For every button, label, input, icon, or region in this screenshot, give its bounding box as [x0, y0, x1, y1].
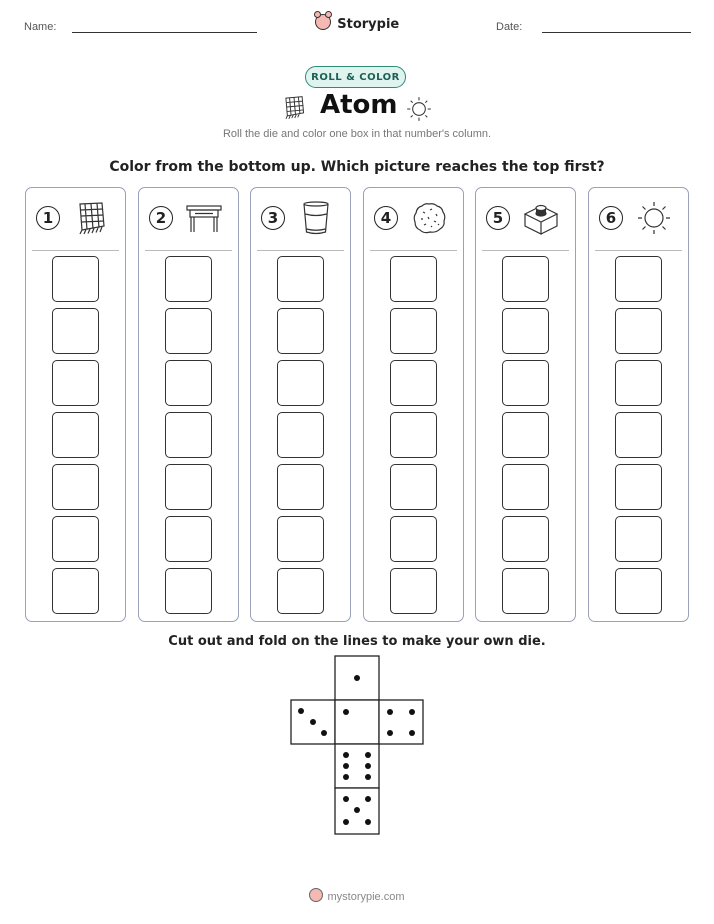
- color-box[interactable]: [615, 256, 662, 302]
- color-box[interactable]: [52, 464, 99, 510]
- color-box[interactable]: [390, 308, 437, 354]
- storypie-mascot-icon: [309, 888, 323, 902]
- color-box[interactable]: [502, 412, 549, 458]
- color-box[interactable]: [390, 256, 437, 302]
- color-box[interactable]: [52, 516, 99, 562]
- color-box[interactable]: [390, 568, 437, 614]
- color-box[interactable]: [390, 464, 437, 510]
- footer-url[interactable]: mystorypie.com: [327, 891, 405, 903]
- color-box[interactable]: [502, 568, 549, 614]
- color-box[interactable]: [165, 412, 212, 458]
- column-number: 1: [36, 206, 60, 230]
- color-box[interactable]: [502, 360, 549, 406]
- column-3: [250, 187, 351, 622]
- color-box[interactable]: [277, 464, 324, 510]
- color-box[interactable]: [615, 516, 662, 562]
- footer: [0, 888, 714, 903]
- color-box[interactable]: [502, 308, 549, 354]
- color-box[interactable]: [615, 464, 662, 510]
- color-box[interactable]: [390, 412, 437, 458]
- die-face-1-center: [335, 700, 379, 744]
- column-divider: [370, 250, 457, 251]
- name-line[interactable]: [72, 32, 257, 33]
- column-number: 4: [374, 206, 398, 230]
- color-box[interactable]: [615, 412, 662, 458]
- brand-name: Storypie: [337, 17, 400, 32]
- cookie-icon: [410, 200, 448, 236]
- color-box[interactable]: [615, 308, 662, 354]
- column-divider: [482, 250, 569, 251]
- column-1: [25, 187, 126, 622]
- column-divider: [32, 250, 119, 251]
- die-face-4: [379, 700, 423, 744]
- color-box[interactable]: [502, 516, 549, 562]
- color-box[interactable]: [615, 568, 662, 614]
- column-divider: [595, 250, 682, 251]
- sun-icon: [635, 200, 673, 236]
- sun-icon: [404, 94, 434, 124]
- column-number: 6: [599, 206, 623, 230]
- color-box[interactable]: [165, 360, 212, 406]
- color-box[interactable]: [52, 360, 99, 406]
- date-label: Date:: [496, 21, 523, 33]
- color-box[interactable]: [165, 516, 212, 562]
- color-box[interactable]: [165, 464, 212, 510]
- color-box[interactable]: [277, 360, 324, 406]
- blanket-icon: [280, 93, 308, 121]
- color-box[interactable]: [277, 308, 324, 354]
- die-net[interactable]: [289, 655, 427, 837]
- column-divider: [257, 250, 344, 251]
- cut-instruction: Cut out and fold on the lines to make your own die.: [168, 634, 546, 649]
- color-box[interactable]: [277, 256, 324, 302]
- color-box[interactable]: [390, 516, 437, 562]
- color-box[interactable]: [52, 256, 99, 302]
- date-line[interactable]: [542, 32, 691, 33]
- column-number: 3: [261, 206, 285, 230]
- blanket-icon: [72, 200, 110, 236]
- color-box[interactable]: [52, 568, 99, 614]
- column-6: [588, 187, 689, 622]
- color-box[interactable]: [277, 568, 324, 614]
- activity-badge: ROLL & COLOR: [305, 66, 406, 88]
- instruction: Color from the bottom up. Which picture reaches the top first?: [109, 159, 605, 175]
- column-number: 2: [149, 206, 173, 230]
- color-box[interactable]: [502, 256, 549, 302]
- column-5: [475, 187, 576, 622]
- color-box[interactable]: [52, 412, 99, 458]
- color-box[interactable]: [502, 464, 549, 510]
- brand-logo: [0, 14, 714, 32]
- color-box[interactable]: [165, 568, 212, 614]
- color-box[interactable]: [615, 360, 662, 406]
- column-2: [138, 187, 239, 622]
- name-label: Name:: [24, 21, 57, 33]
- color-box[interactable]: [165, 308, 212, 354]
- lego-brick-icon: [522, 200, 560, 236]
- subtitle: Roll the die and color one box in that number's column.: [222, 128, 492, 140]
- color-box[interactable]: [165, 256, 212, 302]
- column-divider: [145, 250, 232, 251]
- page-title: Atom: [320, 90, 398, 120]
- table-icon: [185, 200, 223, 236]
- color-box[interactable]: [390, 360, 437, 406]
- color-box[interactable]: [277, 412, 324, 458]
- die-face-6: [335, 744, 379, 788]
- column-4: [363, 187, 464, 622]
- color-box[interactable]: [277, 516, 324, 562]
- storypie-mascot-icon: [315, 14, 331, 30]
- column-number: 5: [486, 206, 510, 230]
- glass-icon: [297, 200, 335, 236]
- color-box[interactable]: [52, 308, 99, 354]
